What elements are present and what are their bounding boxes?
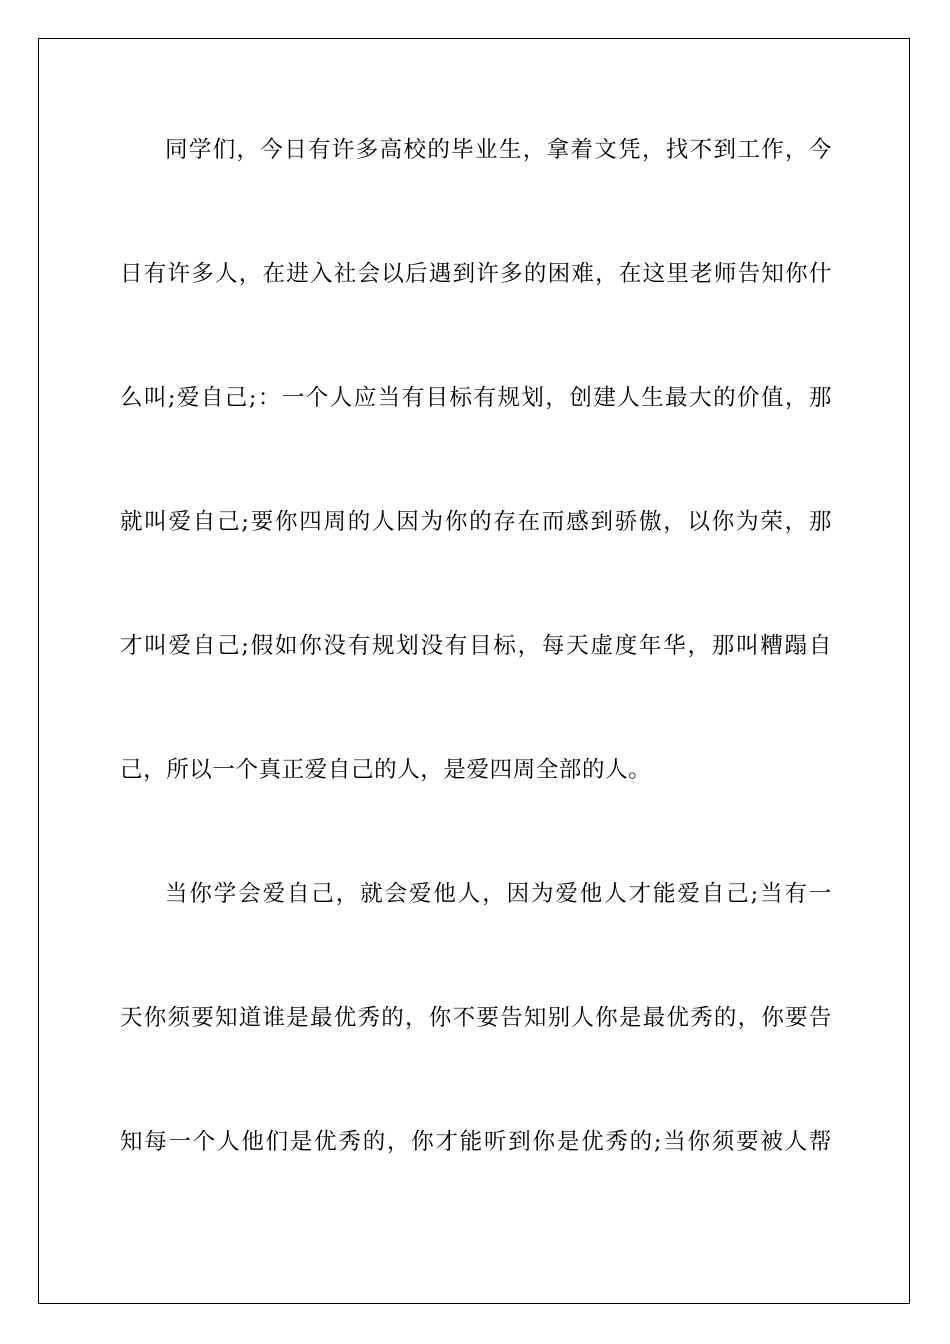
paragraph-1-line-5: 才叫爱自己;假如你没有规划没有目标，每天虚度年华，那叫糟蹋自 — [120, 633, 832, 659]
paragraph-1-line-1: 同学们，今日有许多高校的毕业生，拿着文凭，找不到工作，今 — [165, 137, 832, 163]
paragraph-2-line-1: 当你学会爱自己，就会爱他人，因为爱他人才能爱自己;当有一 — [165, 881, 832, 907]
paragraph-2-line-3: 知每一个人他们是优秀的，你才能听到你是优秀的;当你须要被人帮 — [120, 1129, 832, 1155]
paragraph-1-line-3: 么叫;爱自己;：一个人应当有目标有规划，创建人生最大的价值，那 — [120, 385, 832, 411]
page-border — [38, 38, 910, 1304]
paragraph-1-line-2: 日有许多人，在进入社会以后遇到许多的困难，在这里老师告知你什 — [120, 261, 832, 287]
paragraph-1-line-4: 就叫爱自己;要你四周的人因为你的存在而感到骄傲，以你为荣，那 — [120, 509, 832, 535]
paragraph-1-line-6: 己，所以一个真正爱自己的人，是爱四周全部的人。 — [120, 757, 652, 783]
paragraph-2-line-2: 天你须要知道谁是最优秀的，你不要告知别人你是最优秀的，你要告 — [120, 1005, 832, 1031]
